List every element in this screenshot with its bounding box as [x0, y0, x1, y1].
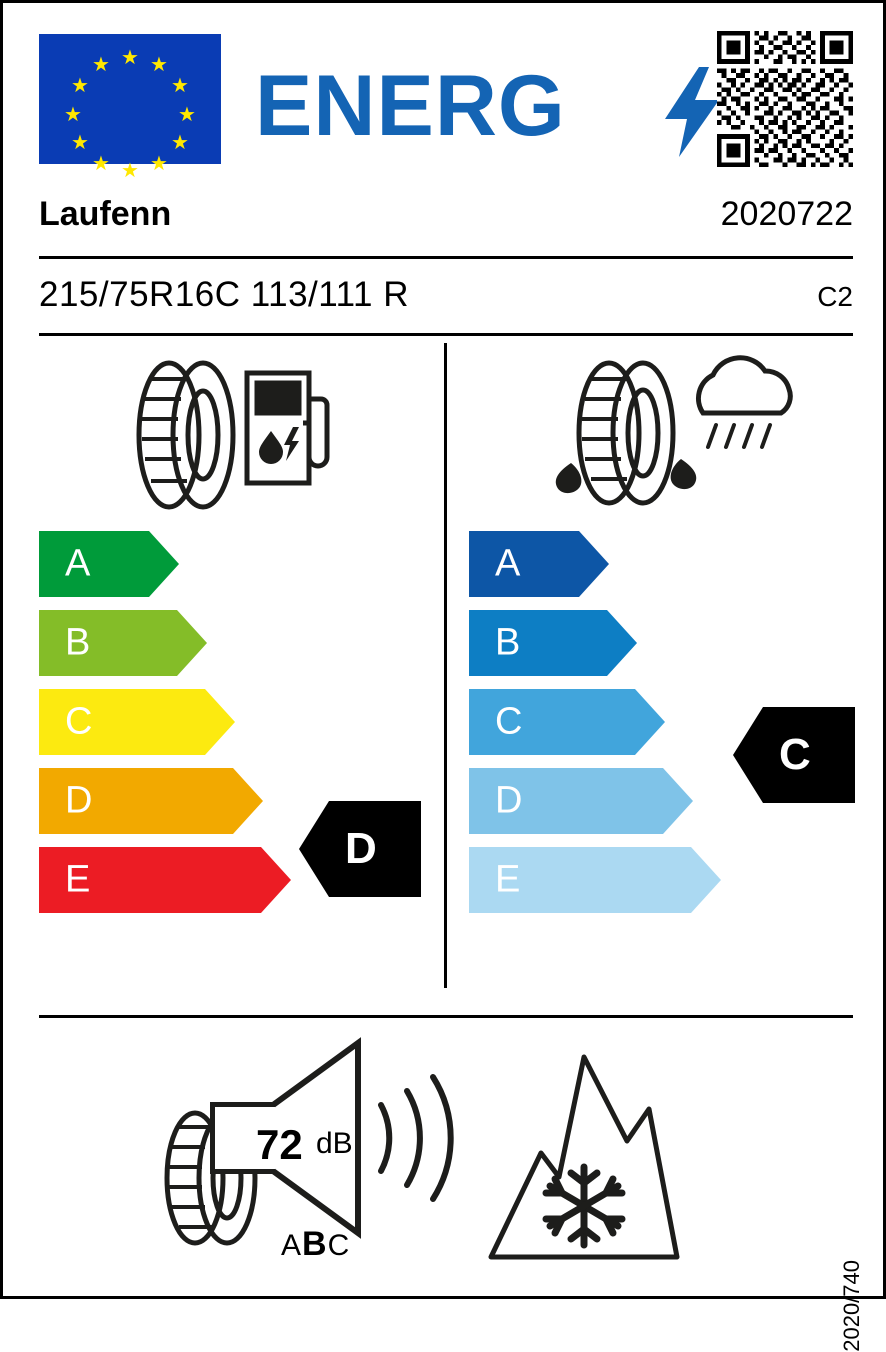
noise-value: 72: [256, 1121, 303, 1168]
noise-class-c: C: [327, 1229, 351, 1262]
fuel-grade-a: [39, 531, 291, 597]
wet-grade-c: [469, 689, 721, 755]
fuel-grade-d-letter: D: [65, 779, 93, 822]
wet-grade-c-letter: C: [495, 700, 523, 743]
noise-unit: dB: [316, 1127, 353, 1160]
wet-rating-letter: C: [779, 730, 811, 779]
wet-grade-a: [469, 531, 721, 597]
wet-rating-marker: [733, 707, 855, 803]
fuel-grade-b-letter: B: [65, 621, 91, 664]
wet-grade-e-letter: E: [495, 858, 521, 901]
regulation-code: 2020/740: [839, 1260, 864, 1352]
wet-grade-d: [469, 768, 721, 834]
noise-section: [153, 1043, 483, 1273]
eu-flag-icon: ★ ★ ★ ★ ★ ★ ★ ★ ★ ★ ★ ★: [39, 34, 221, 164]
fuel-grade-c: [39, 689, 291, 755]
size-row: [39, 275, 853, 325]
label-header: [39, 31, 853, 182]
wet-grade-b-letter: B: [495, 621, 521, 664]
fuel-grade-e-letter: E: [65, 858, 91, 901]
fuel-rating-letter: D: [345, 824, 377, 873]
fuel-grade-b: [39, 610, 291, 676]
wet-grade-b: [469, 610, 721, 676]
energy-wordmark: ENERG: [255, 58, 566, 154]
lightning-bolt-icon: [665, 67, 719, 157]
snow-grip-section: [489, 1049, 679, 1264]
fuel-rating-marker: [299, 801, 421, 897]
divider-bottom: [39, 1015, 853, 1018]
divider-middle: [39, 333, 853, 336]
fuel-grade-e: [39, 847, 291, 913]
wet-grade-e: [469, 847, 721, 913]
fuel-efficiency-scale: [39, 531, 291, 926]
wet-grip-scale: [469, 531, 721, 926]
fuel-pump-tyre-icon: [121, 355, 331, 515]
brand-row: [39, 195, 853, 249]
brand-name: Laufenn: [39, 195, 172, 233]
vertical-divider: [444, 343, 447, 988]
divider-top: [39, 256, 853, 259]
model-code: 2020722: [720, 195, 853, 233]
noise-class-a: A: [281, 1229, 303, 1262]
noise-class-row: [281, 1225, 350, 1264]
tyre-size: 215/75R16C 113/111 R: [39, 275, 409, 314]
three-peak-mountain-snowflake-icon: [489, 1049, 679, 1264]
fuel-grade-c-letter: C: [65, 700, 93, 743]
rain-cloud-tyre-icon: [531, 355, 801, 515]
fuel-grade-a-letter: A: [65, 542, 91, 585]
fuel-grade-d: [39, 768, 291, 834]
wet-grade-a-letter: A: [495, 542, 521, 585]
tyre-class: C2: [817, 281, 853, 312]
qr-code-icon: [717, 31, 853, 167]
noise-class-selected: B: [302, 1225, 328, 1263]
wet-grade-d-letter: D: [495, 779, 523, 822]
